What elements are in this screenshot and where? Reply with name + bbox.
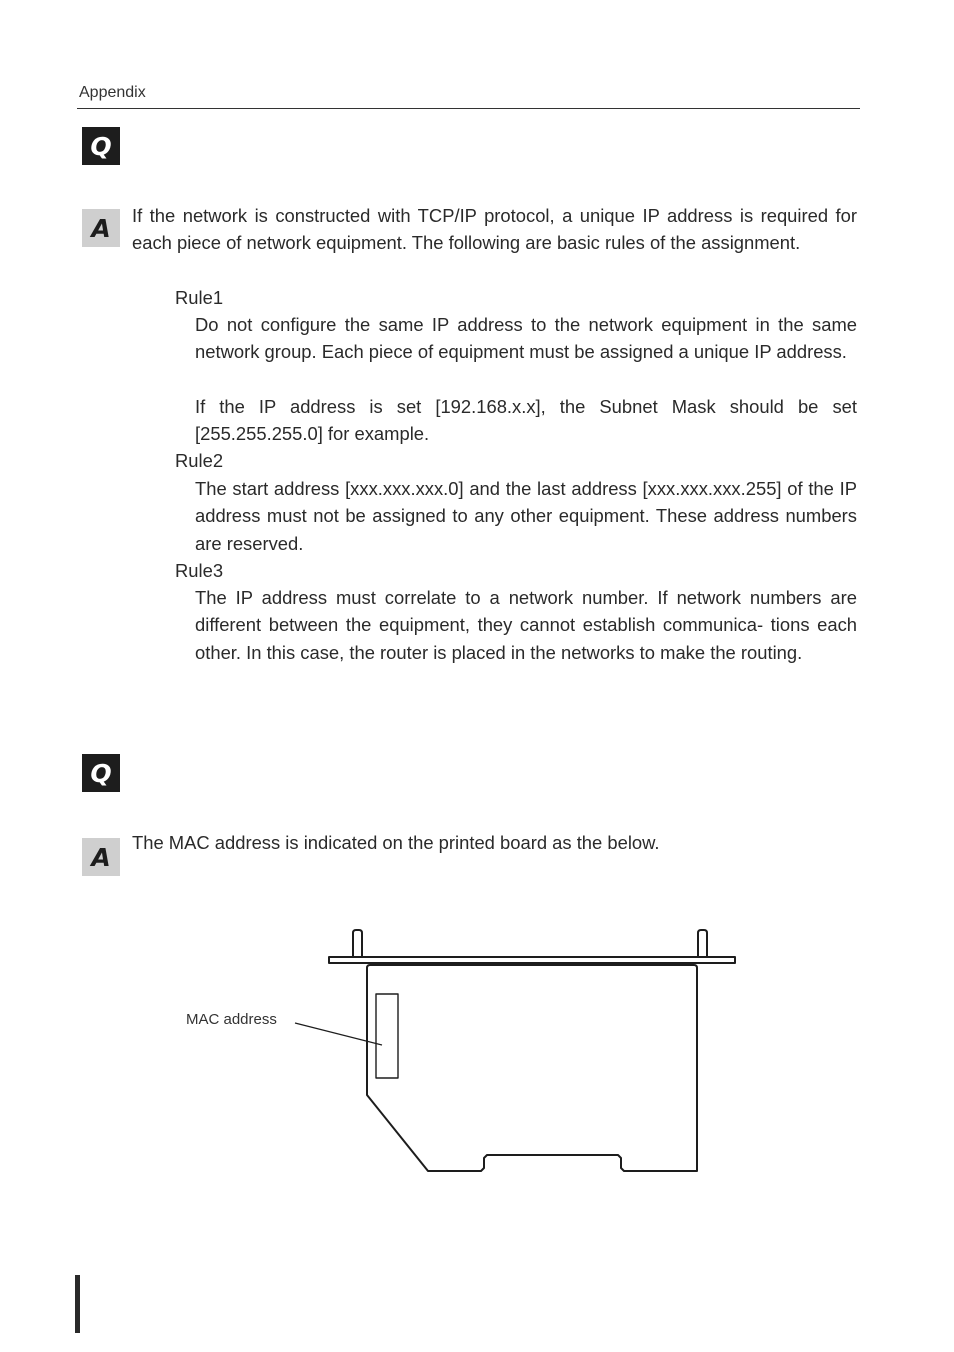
question-badge-2: Q (82, 754, 120, 792)
board-tab-right (698, 930, 707, 957)
rule-3-text: The IP address must correlate to a network number. If network numbers are different between the equipment, they cannot establish communica- tions each other. In this case, the router is placed in the networks to make the routing. (195, 587, 857, 663)
answer-1-intro: If the network is constructed with TCP/IP protocol, a unique IP address is required for each piece of network equipment. The following are basic rules of the assignment. (132, 205, 857, 254)
answer-2-text: The MAC address is indicated on the printed board as the below. (132, 832, 660, 853)
rule-2-text: The start address [xxx.xxx.xxx.0] and the last address [xxx.xxx.xxx.255] of the IP address must not be assigned to any other equipment. These address numbers are reserved. (195, 478, 857, 554)
page-side-marker (75, 1275, 80, 1333)
board-outline (367, 965, 697, 1171)
mac-address-label: MAC address (186, 1011, 277, 1028)
board-bracket (329, 957, 735, 963)
board-tab-left (353, 930, 362, 957)
rule-2-label: Rule2 (175, 450, 224, 471)
rule-1-label: Rule1 (175, 287, 224, 308)
mac-address-sticker (376, 994, 398, 1078)
answer-badge-1: A (82, 209, 120, 247)
rule-1-text-1: Do not configure the same IP address to the network equipment in the same network group. Each piece of equipment must be assigned a unique IP address. (195, 314, 857, 363)
question-badge-1: Q (82, 127, 120, 165)
rule-1-text-2: If the IP address is set [192.168.x.x], the Subnet Mask should be set [255.255.255.0] for example. (195, 396, 857, 445)
mac-leader-line (295, 1023, 382, 1045)
answer-badge-2: A (82, 838, 120, 876)
section-header: Appendix (79, 84, 146, 101)
rule-3-label: Rule3 (175, 560, 224, 581)
